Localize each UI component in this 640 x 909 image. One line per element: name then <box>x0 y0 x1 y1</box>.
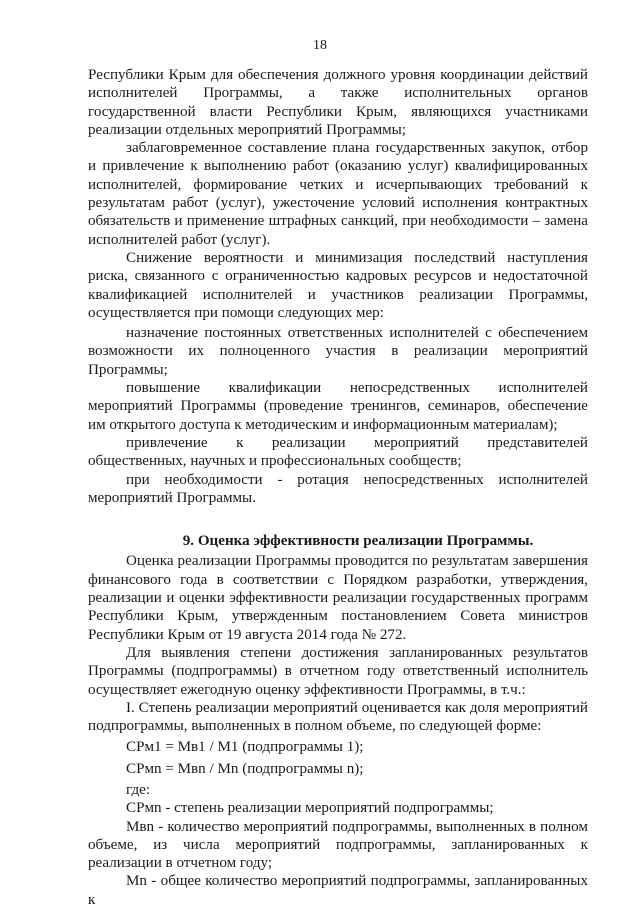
definition-mn: Мn - общее количество мероприятий подпрограммы, запланированных к <box>88 873 588 908</box>
list-item-involve-communities: привлечение к реализации мероприятий представителей общественных, научных и профессиональных сообществ; <box>88 434 588 470</box>
formula-subprogram-n: СРмn = Мвn / Мn (подпрограммы n); <box>126 760 364 777</box>
list-item-appoint-executors: назначение постоянных ответственных исполнителей с обеспечением возможности их полноценного участия в реализации мероприятий Программы; <box>88 325 588 378</box>
list-item-rotation: при необходимости - ротация непосредственных исполнителей мероприятий Программы. <box>88 471 588 506</box>
paragraph-procurement-measure: заблаговременное составление плана государственных закупок, отбор и привлечение к выполнению работ (оказанию услуг) квалифицированных исполнителей, формирование четких и исчерпывающих требований к результатам работ (услуг), ужесточение условий исполнения контрактных обязательств и применение штрафных санкций, при необходимости – замена исполнителей работ (услуг). <box>88 140 588 248</box>
definition-mvn: Мвn - количество мероприятий подпрограммы, выполненных в полном объеме, из числа мероприятий подпрограммы, запланированных к реализации в отчетном году; <box>88 818 588 872</box>
section-heading: 9. Оценка эффективности реализации Программы. <box>182 533 534 550</box>
where-label: где: <box>126 781 151 798</box>
paragraph-annual-evaluation: Для выявления степени достижения запланированных результатов Программы (подпрограммы) в отчетном году ответственный исполнитель осуществляет ежегодную оценку эффективности Программы, в т.ч.: <box>88 644 588 698</box>
list-item-qualification: повышение квалификации непосредственных исполнителей мероприятий Программы (проведение тренингов, семинаров, обеспечение им открытого доступа к методическим и информационным материалам); <box>88 380 588 433</box>
page-number: 18 <box>313 38 327 53</box>
formula-subprogram-1: СРм1 = Мв1 / М1 (подпрограммы 1); <box>126 739 364 756</box>
paragraph-risk-mitigation: Снижение вероятности и минимизация последствий наступления риска, связанного с ограниченностью кадровых ресурсов и недостаточной квалификацией исполнителей и участников реализации Программы, осуществляется при помощи следующих мер: <box>88 249 588 321</box>
paragraph-degree-of-implementation: I. Степень реализации мероприятий оценивается как доля мероприятий подпрограммы, выполненных в полном объеме, по следующей форме: <box>88 699 588 735</box>
definition-srmn: СРмn - степень реализации мероприятий подпрограммы; <box>126 800 494 817</box>
paragraph-continuation: Республики Крым для обеспечения должного уровня координации действий исполнителей Программы, а также исполнительных органов государственной власти Республики Крым, являющихся участниками реализации отдельных мероприятий Программы; <box>88 67 588 138</box>
document-body <box>88 66 588 909</box>
paragraph-evaluation-basis: Оценка реализации Программы проводится по результатам завершения финансового года в соответствии с Порядком разработки, утверждения, реализации и оценки эффективности реализации государственных программ Республики Крым, утвержденным постановлением Совета министров Республики Крым от 19 августа 2014 года № 272. <box>88 553 588 643</box>
